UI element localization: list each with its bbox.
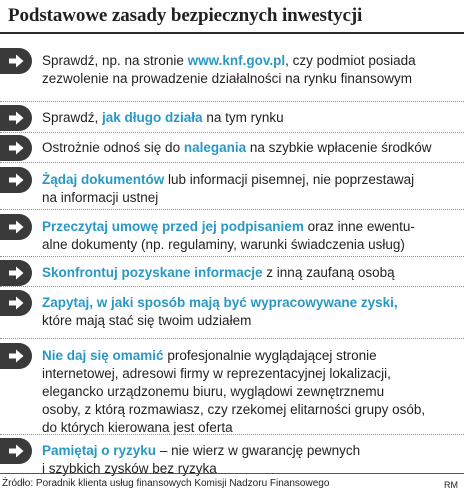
row-separator	[0, 338, 464, 339]
rule-line	[42, 312, 460, 330]
rule-line	[42, 294, 460, 312]
rule-text	[42, 347, 460, 437]
body-text: zezwolenie na prowadzenie działalności na rynku finansowym	[42, 71, 412, 86]
rule-line	[42, 70, 460, 88]
body-text: Sprawdź,	[42, 110, 103, 125]
rule-line	[42, 171, 460, 189]
rule-text	[42, 171, 460, 207]
rule-line	[42, 236, 460, 254]
footer-divider	[0, 473, 464, 474]
arrow-right-circle-icon	[0, 105, 32, 131]
rule-line	[42, 264, 460, 282]
highlight-text: jak długo działa	[102, 110, 203, 125]
highlight-text: Nie daj się omamić	[42, 348, 164, 363]
rule-text	[42, 218, 460, 254]
highlight-text: Zapytaj, w jaki sposób mają być wypracowywane zyski,	[42, 295, 398, 310]
highlight-text: nalegania	[183, 140, 247, 155]
body-text: – nie wierz w gwarancję pewnych	[156, 443, 361, 458]
row-separator	[0, 162, 464, 163]
rule-line	[42, 52, 460, 70]
author-credit: RM	[444, 480, 458, 490]
row-separator	[0, 434, 464, 435]
highlight-text: Żądaj dokumentów	[42, 172, 165, 187]
rule-line	[42, 109, 460, 127]
body-text: do których kierowana jest oferta	[42, 420, 233, 435]
arrow-right-circle-icon	[0, 48, 32, 74]
body-text: Sprawdź, np. na stronie	[42, 53, 188, 68]
arrow-right-circle-icon	[0, 343, 32, 369]
body-text: profesjonalnie wyglądającej stronie	[163, 348, 377, 363]
arrow-right-circle-icon	[0, 438, 32, 464]
title-divider	[0, 32, 464, 34]
source-text: Poradnik klienta usług finansowych Komisji Nadzoru Finansowego	[33, 478, 330, 489]
arrow-right-circle-icon	[0, 214, 32, 240]
body-text: osoby, z którą rozmawiasz, czy rzekomej elitarności grupy osób,	[42, 402, 426, 417]
body-text: z inną zaufaną osobą	[262, 265, 395, 280]
arrow-right-circle-icon	[0, 260, 32, 286]
body-text: alne dokumenty (np. regulaminy, warunki świadczenia usług)	[42, 237, 405, 252]
rule-text	[42, 52, 460, 88]
body-text: które mają stać się twoim udziałem	[42, 313, 252, 328]
rule-text	[42, 264, 460, 282]
rule-text	[42, 139, 460, 157]
body-text: na informacji ustnej	[42, 190, 159, 205]
highlight-text: Skonfrontuj pozyskane informacje	[42, 265, 263, 280]
rule-line	[42, 218, 460, 236]
rule-text	[42, 294, 460, 330]
body-text: internetowej, adresowi firmy w reprezentacyjnej lokalizacji,	[42, 366, 391, 381]
rule-line	[42, 460, 460, 478]
body-text: elegancko urządzonemu biuru, wyglądowi zewnętrznemu	[42, 384, 385, 399]
body-text: i szybkich zysków bez ryzyka	[42, 461, 217, 476]
rule-text	[42, 109, 460, 127]
page-title: Podstawowe zasady bezpiecznych inwestycji	[8, 5, 363, 26]
row-separator	[0, 286, 464, 287]
body-text: , czy podmiot posiada	[285, 53, 416, 68]
highlight-text: Pamiętaj o ryzyku	[42, 443, 157, 458]
source-note	[2, 477, 329, 491]
arrow-right-circle-icon	[0, 135, 32, 161]
rule-line	[42, 401, 460, 419]
rule-line	[42, 139, 460, 157]
row-separator	[0, 101, 464, 102]
rule-line	[42, 347, 460, 365]
body-text: na szybkie wpłacenie środków	[246, 140, 432, 155]
body-text: lub informacji pisemnej, nie poprzestawaj	[164, 172, 415, 187]
source-label: Źródło:	[2, 478, 34, 489]
rule-line	[42, 365, 460, 383]
body-text: Ostrożnie odnoś się do	[42, 140, 184, 155]
highlight-text: Przeczytaj umowę przed jej podpisaniem	[42, 219, 304, 234]
row-separator	[0, 256, 464, 257]
row-separator	[0, 209, 464, 210]
rule-line	[42, 383, 460, 401]
rule-line	[42, 442, 460, 460]
row-separator	[0, 132, 464, 133]
body-text: na tym rynku	[202, 110, 284, 125]
arrow-right-circle-icon	[0, 167, 32, 193]
highlight-text: www.knf.gov.pl	[187, 53, 286, 68]
rule-line	[42, 189, 460, 207]
arrow-right-circle-icon	[0, 290, 32, 316]
body-text: oraz inne ewentu-	[303, 219, 415, 234]
